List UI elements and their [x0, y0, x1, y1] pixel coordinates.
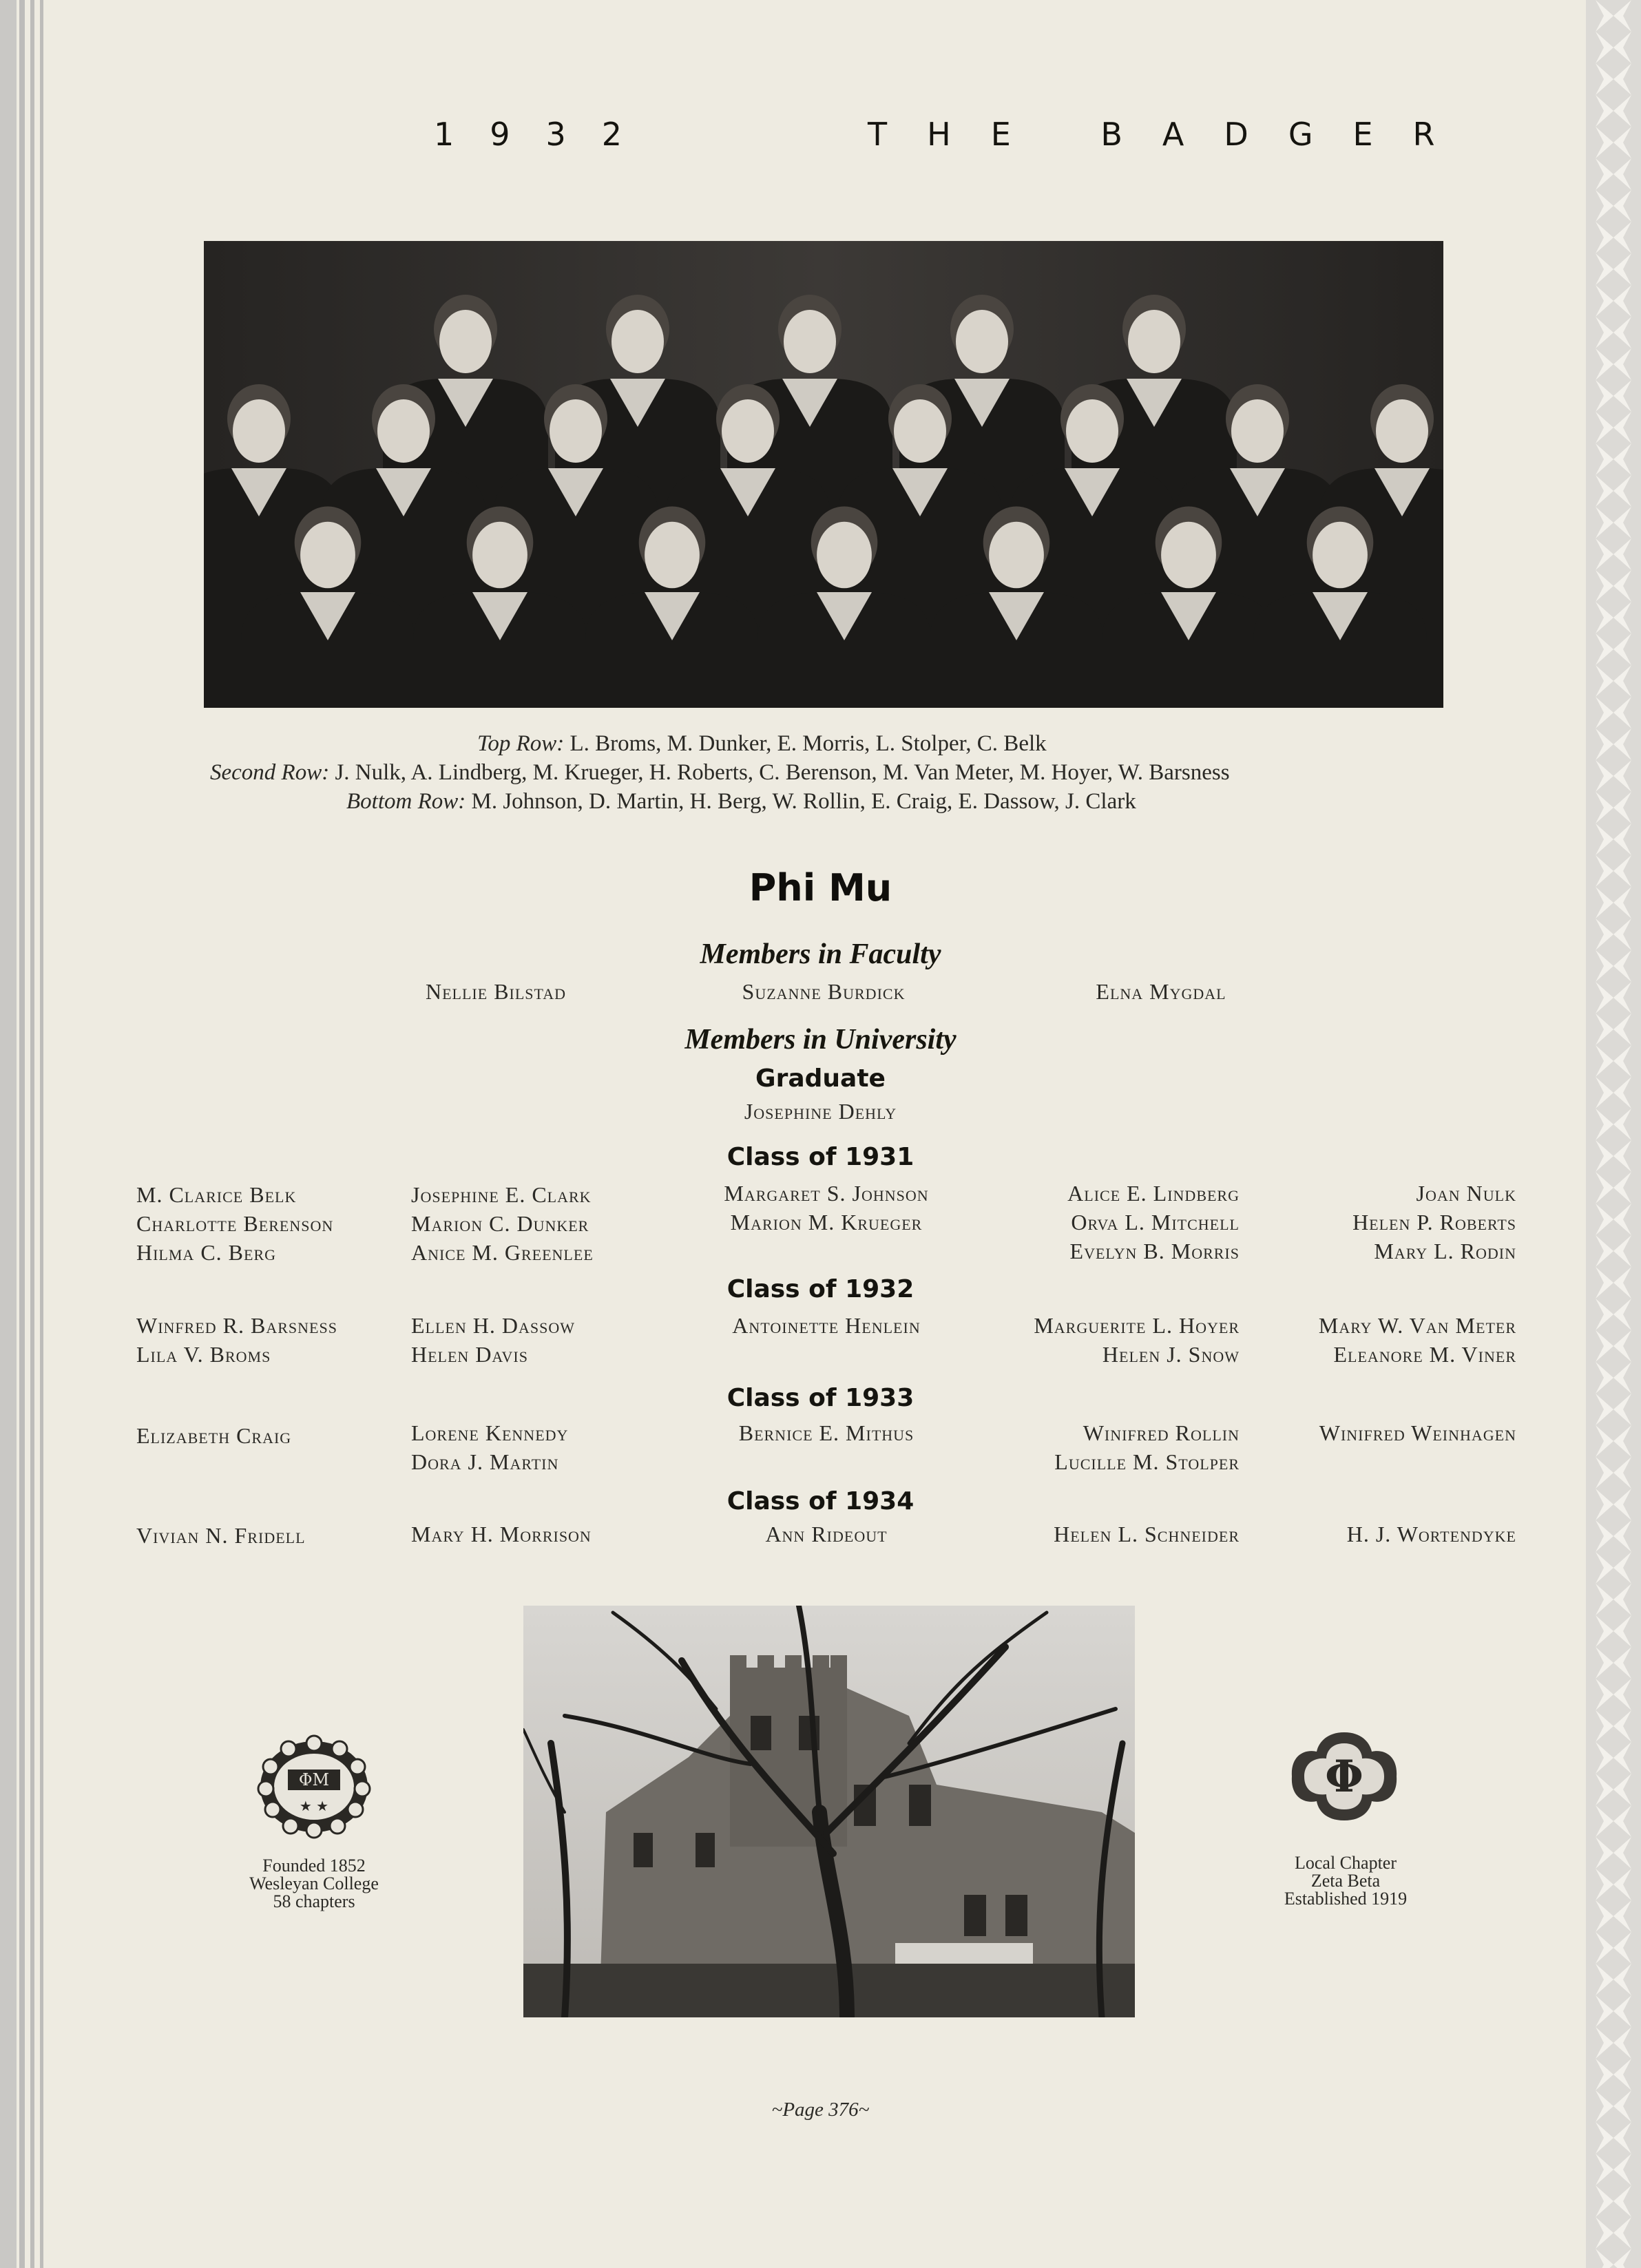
border-ornament	[1613, 1235, 1631, 1267]
name-column	[923, 1179, 1240, 1266]
border-ornament	[1613, 1774, 1631, 1805]
border-ornament	[1613, 602, 1631, 633]
graduate-name: Josephine Dehly	[744, 1099, 897, 1124]
caption-second-row	[210, 760, 1641, 786]
founded-line: 58 chapters	[273, 1891, 355, 1911]
founded-line: Founded 1852	[262, 1856, 366, 1876]
border-ornament	[1613, 507, 1631, 538]
border-ornament	[1596, 1615, 1613, 1647]
border-ornament	[1613, 697, 1631, 728]
border-ornament	[1596, 380, 1613, 412]
figure-face	[1376, 399, 1428, 463]
figure-face	[1161, 522, 1216, 589]
border-ornament	[1596, 1330, 1613, 1362]
border-ornament	[1596, 1457, 1613, 1489]
border-ornament	[1596, 665, 1613, 697]
faculty-name: Elna Mygdal	[1096, 979, 1226, 1004]
figure-face	[550, 399, 602, 463]
border-ornament	[1596, 317, 1613, 348]
group-photo	[204, 241, 1443, 708]
border-ornament	[1596, 1869, 1613, 1900]
class-heading: Class of 1933	[727, 1384, 914, 1412]
member-name: H. J. Wortendyke	[1346, 1522, 1516, 1546]
member-name: Antoinette Henlein	[732, 1313, 921, 1338]
caption-second-names: J. Nulk, A. Lindberg, M. Krueger, H. Roberts, C. Berenson, M. Van Meter, M. Hoyer, W. Barsness	[335, 760, 1230, 785]
border-ornament	[1596, 1235, 1613, 1267]
class-heading: Class of 1934	[727, 1487, 914, 1515]
border-ornament	[1596, 285, 1613, 317]
border-ornament	[1596, 1552, 1613, 1584]
border-ornament	[1613, 1900, 1631, 1932]
border-ornament	[1613, 190, 1631, 222]
left-page-border	[0, 0, 52, 2268]
border-ornament	[1596, 2249, 1613, 2268]
border-ornament	[1613, 222, 1631, 253]
caption-top-row	[477, 731, 1641, 757]
name-column	[1212, 1179, 1516, 1266]
border-ornament	[1596, 570, 1613, 602]
border-ornament	[1596, 1805, 1613, 1837]
border-ornament	[1596, 1742, 1613, 1774]
member-name: Evelyn B. Morris	[1069, 1239, 1240, 1263]
border-ornament	[1596, 697, 1613, 728]
figure-face	[472, 522, 527, 589]
member-name: Lorene Kennedy	[411, 1420, 569, 1445]
border-ornament	[1596, 158, 1613, 190]
border-ornament	[1596, 2059, 1613, 2090]
border-ornament	[1596, 127, 1613, 158]
local-line: Established 1919	[1284, 1889, 1408, 1909]
border-ornament	[1596, 1647, 1613, 1679]
figure-face	[989, 522, 1044, 589]
border-ornament	[1596, 507, 1613, 538]
border-ornament	[1613, 538, 1631, 570]
name-column	[411, 1311, 575, 1369]
border-ornament	[1596, 538, 1613, 570]
border-ornament	[1596, 32, 1613, 63]
phi-crest-icon	[1288, 1728, 1401, 1828]
border-ornament	[1613, 348, 1631, 380]
caption-bottom-row	[346, 789, 1641, 815]
member-name: Elizabeth Craig	[136, 1423, 292, 1448]
border-ornament	[1596, 1995, 1613, 2027]
figure-face	[1066, 399, 1118, 463]
member-name: Lucille M. Stolper	[1054, 1449, 1240, 1474]
border-ornament	[1596, 348, 1613, 380]
member-name: Mary H. Morrison	[411, 1522, 592, 1546]
border-ornament	[1596, 1837, 1613, 1869]
caption-bottom-names: M. Johnson, D. Martin, H. Berg, W. Rollin, E. Craig, E. Dassow, J. Clark	[471, 789, 1136, 814]
border-ornament	[1613, 2122, 1631, 2154]
border-ornament	[1613, 1932, 1631, 1964]
member-name: Mary L. Rodin	[1374, 1239, 1516, 1263]
border-ornament	[1613, 570, 1631, 602]
figure-face	[1231, 399, 1284, 463]
border-ornament	[1613, 1330, 1631, 1362]
border-ornament	[1613, 1837, 1631, 1869]
page-number: ~Page 376~	[771, 2099, 870, 2121]
member-name: Ann Rideout	[765, 1522, 888, 1546]
border-ornament	[1596, 1204, 1613, 1235]
border-ornament	[1596, 633, 1613, 665]
name-column	[923, 1311, 1240, 1369]
border-ornament	[1613, 1172, 1631, 1204]
border-ornament	[1596, 2154, 1613, 2185]
badge-letters: ΦΜ	[298, 1770, 330, 1789]
founded-note	[211, 1857, 417, 1911]
member-name: Dora J. Martin	[411, 1449, 559, 1474]
local-line: Zeta Beta	[1310, 1871, 1381, 1891]
member-name: Marion C. Dunker	[411, 1211, 589, 1236]
member-name: Ellen H. Dassow	[411, 1313, 575, 1338]
border-ornament	[1613, 127, 1631, 158]
border-ornament	[1596, 1584, 1613, 1615]
border-ornament	[1613, 823, 1631, 855]
figure-face	[645, 522, 700, 589]
border-ornament	[1596, 1964, 1613, 1995]
member-name: Joan Nulk	[1416, 1181, 1516, 1206]
svg-text:★ ★: ★ ★	[299, 1798, 329, 1814]
figure-face	[817, 522, 872, 589]
border-ornament	[1596, 823, 1613, 855]
member-name: Alice E. Lindberg	[1067, 1181, 1240, 1206]
figure-face	[894, 399, 946, 463]
border-ornament	[1613, 1710, 1631, 1742]
border-ornament	[1613, 2185, 1631, 2217]
border-ornament	[1613, 1679, 1631, 1710]
border-ornament	[1596, 2185, 1613, 2217]
border-ornament	[1613, 1520, 1631, 1552]
local-line: Local Chapter	[1295, 1853, 1397, 1873]
border-ornament	[1596, 1900, 1613, 1932]
member-name: Hilma C. Berg	[136, 1240, 277, 1265]
figure-face	[1313, 522, 1368, 589]
member-name: Helen L. Schneider	[1054, 1522, 1240, 1546]
name-column	[1212, 1418, 1516, 1447]
border-ornament	[1596, 982, 1613, 1014]
border-ornament	[1613, 32, 1631, 63]
border-ornament	[1613, 1742, 1631, 1774]
member-name: M. Clarice Belk	[136, 1182, 297, 1207]
border-ornament	[1596, 190, 1613, 222]
class-heading: Class of 1932	[727, 1275, 914, 1303]
border-ornament	[1613, 982, 1631, 1014]
border-ornament	[1613, 2059, 1631, 2090]
faculty-name: Nellie Bilstad	[426, 979, 566, 1004]
member-name: Winifred Rollin	[1083, 1420, 1240, 1445]
class-heading: Class of 1931	[727, 1143, 914, 1171]
member-name: Anice M. Greenlee	[411, 1240, 594, 1265]
border-ornament	[1613, 285, 1631, 317]
header-title: THE BADGER	[868, 116, 1475, 153]
border-ornament	[1596, 1932, 1613, 1964]
border-ornament	[1613, 1647, 1631, 1679]
border-ornament	[1613, 1805, 1631, 1837]
figure-face	[300, 522, 355, 589]
name-column	[136, 1180, 333, 1267]
border-ornament	[1596, 1172, 1613, 1204]
founded-line: Wesleyan College	[249, 1873, 379, 1893]
border-ornament	[1613, 412, 1631, 443]
member-name: Mary W. Van Meter	[1318, 1313, 1516, 1338]
border-ornament	[1613, 63, 1631, 95]
border-ornament	[1613, 2217, 1631, 2249]
faculty-heading: Members in Faculty	[700, 938, 941, 970]
border-ornament	[1613, 380, 1631, 412]
border-ornament	[1596, 475, 1613, 507]
border-ornament	[1613, 1584, 1631, 1615]
member-name: Vivian N. Fridell	[136, 1523, 306, 1548]
member-name: Josephine E. Clark	[411, 1182, 592, 1207]
border-ornament	[1613, 665, 1631, 697]
page-header	[434, 116, 1522, 164]
border-ornament	[1596, 222, 1613, 253]
member-name: Marion M. Krueger	[730, 1210, 923, 1235]
member-name: Winifred Weinhagen	[1319, 1420, 1516, 1445]
border-ornament	[1613, 1995, 1631, 2027]
figure-face	[439, 310, 492, 373]
figure-face	[233, 399, 285, 463]
border-ornament	[1613, 475, 1631, 507]
border-ornament	[1596, 253, 1613, 285]
figure-face	[784, 310, 836, 373]
caption-top-label: Top Row:	[477, 731, 565, 756]
header-year: 1932	[434, 116, 658, 153]
caption-second-label: Second Row:	[210, 760, 330, 785]
border-ornament	[1613, 253, 1631, 285]
phi-mu-badge-icon	[253, 1734, 375, 1843]
member-name: Charlotte Berenson	[136, 1211, 334, 1236]
member-name: Orva L. Mitchell	[1071, 1210, 1240, 1235]
member-name: Eleanore M. Viner	[1333, 1342, 1516, 1367]
member-name: Helen Davis	[411, 1342, 528, 1367]
right-decorative-border	[1586, 0, 1641, 2268]
border-ornament	[1596, 95, 1613, 127]
border-ornament	[1596, 602, 1613, 633]
border-ornament	[1613, 1457, 1631, 1489]
name-column	[1212, 1311, 1516, 1369]
border-ornament	[1613, 1964, 1631, 1995]
crest-letter: Φ	[1325, 1751, 1363, 1803]
border-ornament	[1613, 2249, 1631, 2268]
member-name: Helen J. Snow	[1102, 1342, 1240, 1367]
name-column	[411, 1418, 568, 1476]
border-ornament	[1613, 1425, 1631, 1457]
border-ornament	[1613, 1615, 1631, 1647]
figure-face	[377, 399, 430, 463]
figure-face	[1128, 310, 1180, 373]
border-ornament	[1613, 158, 1631, 190]
border-ornament	[1596, 1710, 1613, 1742]
caption-bottom-label: Bottom Row:	[346, 789, 466, 814]
member-name: Helen P. Roberts	[1352, 1210, 1516, 1235]
border-ornament	[1613, 1204, 1631, 1235]
border-ornament	[1596, 1520, 1613, 1552]
border-ornament	[1613, 443, 1631, 475]
university-heading: Members in University	[684, 1024, 957, 1056]
figure-face	[722, 399, 774, 463]
border-ornament	[1596, 1425, 1613, 1457]
member-name: Lila V. Broms	[136, 1342, 271, 1367]
graduate-heading: Graduate	[755, 1064, 886, 1093]
name-column	[136, 1311, 337, 1369]
border-ornament	[1596, 2217, 1613, 2249]
member-name: Marguerite L. Hoyer	[1034, 1313, 1240, 1338]
border-ornament	[1596, 443, 1613, 475]
name-column	[136, 1421, 291, 1450]
member-name: Winfred R. Barsness	[136, 1313, 337, 1338]
name-column	[923, 1418, 1240, 1476]
member-name: Bernice E. Mithus	[738, 1420, 914, 1445]
border-ornament	[1596, 2122, 1613, 2154]
member-name: Margaret S. Johnson	[724, 1181, 929, 1206]
local-chapter-note	[1242, 1854, 1449, 1908]
border-ornament	[1596, 1774, 1613, 1805]
name-column	[411, 1180, 594, 1267]
border-ornament	[1613, 633, 1631, 665]
border-ornament	[1596, 0, 1613, 32]
caption-top-names: L. Broms, M. Dunker, E. Morris, L. Stolper, C. Belk	[569, 731, 1047, 756]
chapter-house-photo	[523, 1606, 1135, 2017]
border-ornament	[1613, 2027, 1631, 2059]
border-ornament	[1613, 1552, 1631, 1584]
faculty-name: Suzanne Burdick	[742, 979, 906, 1004]
border-ornament	[1596, 2027, 1613, 2059]
border-ornament	[1596, 1679, 1613, 1710]
border-ornament	[1613, 0, 1631, 32]
border-ornament	[1613, 317, 1631, 348]
figure-face	[612, 310, 664, 373]
border-ornament	[1613, 1869, 1631, 1900]
border-ornament	[1596, 63, 1613, 95]
border-ornament	[1613, 95, 1631, 127]
border-ornament	[1613, 2154, 1631, 2185]
chapter-title: Phi Mu	[749, 866, 892, 910]
border-ornament	[1596, 412, 1613, 443]
figure-face	[956, 310, 1008, 373]
